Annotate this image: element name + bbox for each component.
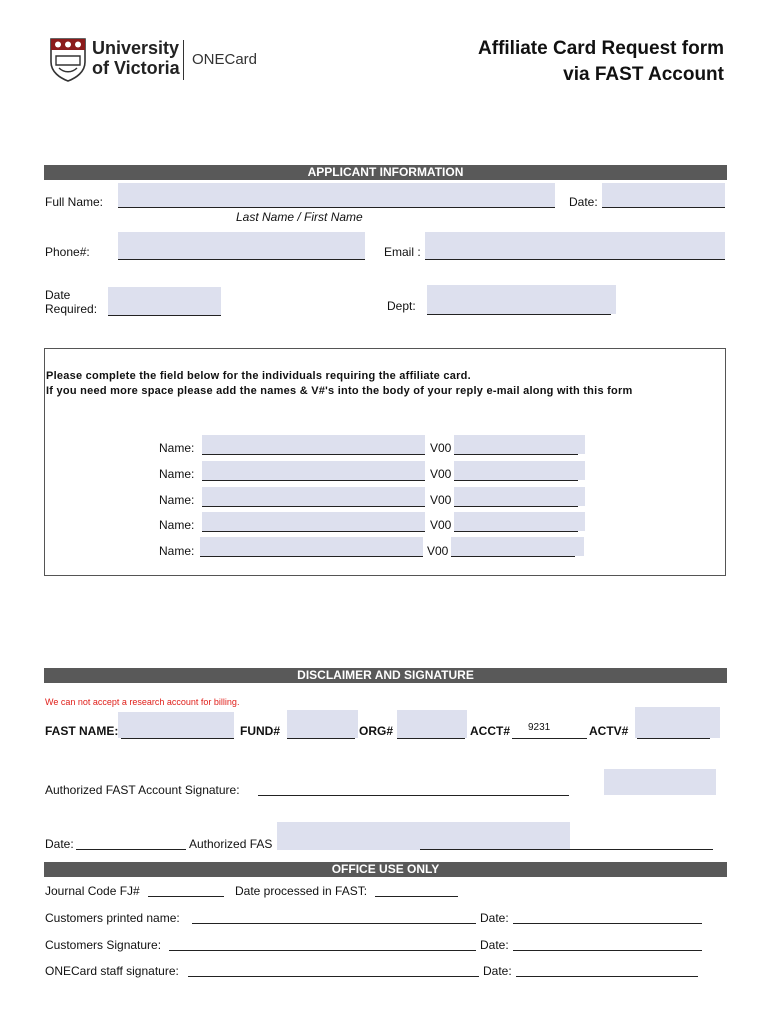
onecard-staff-signature-label: ONECard staff signature:	[45, 964, 179, 978]
individual-v-underline	[454, 454, 578, 455]
authorized-signature-field[interactable]	[604, 769, 716, 795]
customers-signature-date-label: Date:	[480, 938, 509, 952]
fast-name-label: FAST NAME:	[45, 724, 119, 738]
individual-v-label: V00	[430, 493, 452, 507]
date-processed-label: Date processed in FAST:	[235, 884, 368, 898]
authorized-fas-label: Authorized FAS	[189, 837, 273, 851]
individual-name-label: Name:	[159, 493, 195, 507]
disclaimer-date-underline	[76, 849, 186, 850]
email-underline	[425, 259, 725, 260]
individuals-instruction-line2: If you need more space please add the names & V#'s into the body of your reply e-mail along with this form	[46, 385, 633, 397]
actv-label: ACTV#	[589, 724, 629, 738]
onecard-staff-signature-underline	[188, 976, 479, 977]
org-label: ORG#	[359, 724, 394, 738]
org-field[interactable]	[397, 710, 467, 738]
office-section-header: OFFICE USE ONLY	[44, 862, 727, 877]
customers-printed-label: Customers printed name:	[45, 911, 180, 925]
individual-name-underline	[200, 556, 423, 557]
onecard-staff-date-label: Date:	[483, 964, 512, 978]
individual-v-label: V00	[430, 518, 452, 532]
logo-university-text: University	[92, 38, 180, 58]
individual-v-field[interactable]	[454, 435, 585, 454]
full-name-underline	[118, 207, 555, 208]
individual-v-label: V00	[430, 467, 452, 481]
individual-v-underline	[454, 480, 578, 481]
individual-name-label: Name:	[159, 467, 195, 481]
fund-field[interactable]	[287, 710, 358, 738]
dept-field[interactable]	[427, 285, 616, 314]
research-account-warning: We can not accept a research account for billing.	[45, 697, 240, 707]
org-underline	[397, 738, 465, 739]
full-name-field[interactable]	[118, 183, 555, 207]
full-name-hint: Last Name / First Name	[236, 210, 363, 224]
date-label: Date:	[569, 195, 598, 209]
individual-v-underline	[454, 531, 578, 532]
date-required-label-line2: Required:	[45, 302, 98, 316]
email-field[interactable]	[425, 232, 725, 259]
applicant-section-header: APPLICANT INFORMATION	[44, 165, 727, 180]
actv-underline	[637, 738, 710, 739]
fund-label: FUND#	[240, 724, 281, 738]
customers-printed-date-underline	[513, 923, 702, 924]
logo-victoria-text: of Victoria	[92, 58, 180, 78]
acct-value[interactable]: 9231	[528, 722, 551, 733]
page-title-line1: Affiliate Card Request form	[478, 38, 724, 59]
individual-name-underline	[202, 531, 425, 532]
individual-name-underline	[202, 480, 425, 481]
logo-divider	[183, 40, 184, 80]
individual-name-field[interactable]	[202, 435, 425, 454]
customers-signature-date-underline	[513, 950, 702, 951]
full-name-label: Full Name:	[45, 195, 104, 209]
individual-v-underline	[451, 556, 575, 557]
date-required-underline	[108, 315, 221, 316]
phone-label: Phone#:	[45, 245, 90, 259]
phone-underline	[118, 259, 365, 260]
disclaimer-section-header: DISCLAIMER AND SIGNATURE	[44, 668, 727, 683]
customers-signature-label: Customers Signature:	[45, 938, 162, 952]
individual-name-label: Name:	[159, 544, 195, 558]
individuals-instruction-line1: Please complete the field below for the individuals requiring the affiliate card.	[46, 370, 471, 382]
actv-field[interactable]	[635, 707, 720, 738]
individual-name-field[interactable]	[202, 461, 425, 480]
customers-signature-underline	[169, 950, 476, 951]
fast-name-field[interactable]	[118, 712, 234, 738]
onecard-staff-date-underline	[516, 976, 698, 977]
individual-v-field[interactable]	[451, 537, 584, 556]
individual-v-field[interactable]	[454, 487, 585, 506]
fast-name-underline	[121, 738, 234, 739]
individual-v-label: V00	[430, 441, 452, 455]
customers-printed-date-label: Date:	[480, 911, 509, 925]
individual-name-label: Name:	[159, 518, 195, 532]
individual-v-label: V00	[427, 544, 449, 558]
dept-label: Dept:	[387, 299, 416, 313]
date-required-label-line1: Date	[45, 288, 71, 302]
authorized-fas-field[interactable]	[277, 822, 570, 850]
authorized-signature-underline	[258, 795, 569, 796]
crest-icon	[50, 38, 86, 82]
date-field[interactable]	[602, 183, 725, 207]
date-processed-underline	[375, 896, 458, 897]
authorized-signature-label: Authorized FAST Account Signature:	[45, 783, 240, 797]
email-label: Email :	[384, 245, 421, 259]
individual-v-field[interactable]	[454, 461, 585, 480]
page-title-line2: via FAST Account	[563, 64, 724, 85]
date-underline	[602, 207, 725, 208]
individual-name-underline	[202, 454, 425, 455]
journal-code-underline	[148, 896, 224, 897]
individual-v-field[interactable]	[454, 512, 585, 531]
fund-underline	[287, 738, 355, 739]
individual-name-field[interactable]	[200, 537, 423, 556]
journal-code-label: Journal Code FJ#	[45, 884, 140, 898]
individual-v-underline	[454, 506, 578, 507]
disclaimer-date-label: Date:	[45, 837, 74, 851]
customers-printed-underline	[192, 923, 476, 924]
individual-name-field[interactable]	[202, 512, 425, 531]
date-required-field[interactable]	[108, 287, 221, 316]
individual-name-underline	[202, 506, 425, 507]
dept-underline	[427, 314, 611, 315]
acct-label: ACCT#	[470, 724, 511, 738]
phone-field[interactable]	[118, 232, 365, 259]
logo-onecard-text: ONECard	[192, 51, 258, 68]
authorized-fas-underline	[420, 849, 713, 850]
individual-name-label: Name:	[159, 441, 195, 455]
individual-name-field[interactable]	[202, 487, 425, 506]
acct-underline	[512, 738, 587, 739]
